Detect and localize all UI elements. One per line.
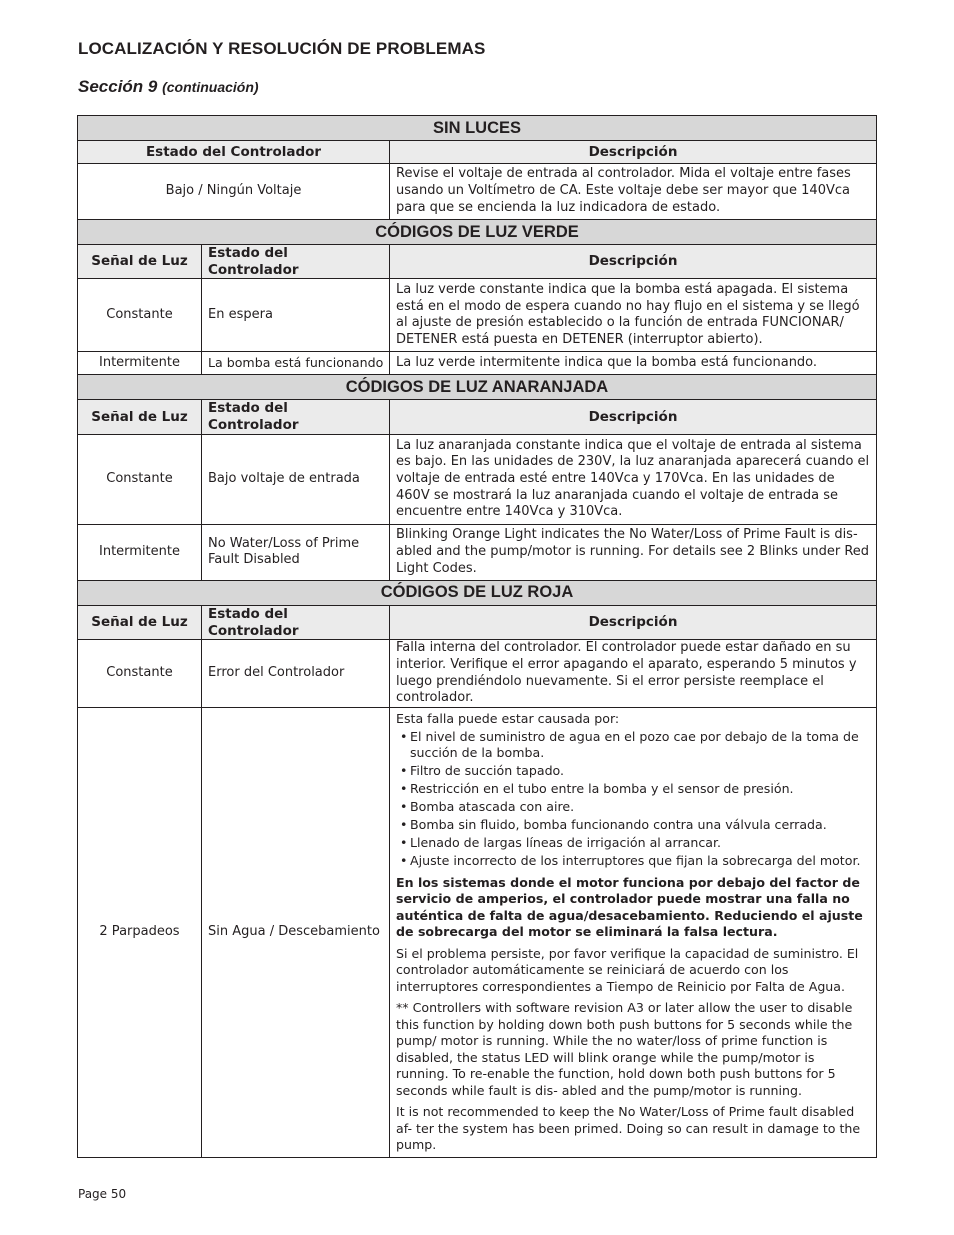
cell-estado: Sin Agua / Descebamiento	[202, 708, 390, 1158]
paragraph: It is not recommended to keep the No Water/Loss of Prime fault disabled af- ter the system has been primed. Doing so can result in damage to the pump.	[396, 1104, 861, 1153]
cell-estado: La bomba está funcionando	[202, 352, 390, 375]
cell-estado: Bajo / Ningún Voltaje	[78, 164, 390, 220]
column-header-estado: Estado del Controlador	[202, 245, 390, 279]
column-header-row	[78, 605, 877, 639]
cell-estado: En espera	[202, 279, 390, 352]
section-note: (continuación)	[162, 79, 259, 95]
page-number: Page 50	[78, 1187, 127, 1201]
column-header-estado: Estado del Controlador	[78, 141, 390, 164]
cell-descripcion: Blinking Orange Light indicates the No Water/Loss of Prime Fault is dis- abled and the pump/motor is running. For details see 2 Blinks under Red Light Codes.	[390, 524, 877, 580]
section-label: Sección 9	[78, 77, 158, 96]
column-header-senal: Señal de Luz	[78, 400, 202, 434]
fault-intro: Esta falla puede estar causada por:	[396, 711, 620, 727]
cell-descripcion	[390, 708, 877, 1158]
banner-title: CÓDIGOS DE LUZ ROJA	[78, 580, 877, 605]
banner-anaranjada	[78, 375, 877, 400]
banner-title: CÓDIGOS DE LUZ VERDE	[78, 220, 877, 245]
list-item: • Bomba atascada con aire.	[410, 799, 870, 816]
list-item: • Bomba sin fluido, bomba funcionando contra una válvula cerrada.	[410, 817, 870, 834]
column-header-estado: Estado del Controlador	[202, 605, 390, 639]
cell-senal: Constante	[78, 279, 202, 352]
cell-descripcion: Revise el voltaje de entrada al controlador. Mida el voltaje entre fases usando un Voltímetro de CA. Este voltaje debe ser mayor que 140Vca para que se encienda la luz indicadora de estado.	[390, 164, 877, 220]
paragraph: ** Controllers with software revision A3 or later allow the user to disable this function by holding down both push buttons for 5 seconds while the pump/ motor is running. While the no water/loss of prime function is disabled, the status LED will blink orange while the pump/motor is running. To re-enable the function, hold down both push buttons for 5 seconds while fault is dis- abled and the pump/motor is running.	[396, 1000, 853, 1098]
cell-descripcion: Falla interna del controlador. El controlador puede estar dañado en su interior. Verifique el error apagando el aparato, esperando 5 minutos y luego prendiéndolo nuevamente. Si el error persiste reemplace el controlador.	[390, 640, 877, 708]
paragraph: Si el problema persiste, por favor verifique la capacidad de suministro. El controlador automáticamente se reiniciará de acuerdo con los interruptores correspondientes a Tiempo de Reinicio por Falta de Agua.	[396, 945, 859, 994]
banner-title: CÓDIGOS DE LUZ ANARANJADA	[78, 375, 877, 400]
cell-estado: Error del Controlador	[202, 640, 390, 708]
list-item: • Filtro de succión tapado.	[410, 763, 870, 780]
cell-descripcion: La luz anaranjada constante indica que el voltaje de entrada al sistema es bajo. En las unidades de 230V, la luz anaranjada aparecerá cuando el voltaje de entrada esté entre 140Vca y 170Vca. En las unidades de 460V se mostrará la luz anaranjada cuando el voltaje de entrada se encuentre entre 140Vca y 310Vca.	[390, 434, 877, 524]
column-header-descripcion: Descripción	[390, 245, 877, 279]
column-header-descripcion: Descripción	[390, 141, 877, 164]
banner-verde	[78, 220, 877, 245]
column-header-descripcion: Descripción	[390, 605, 877, 639]
column-header-senal: Señal de Luz	[78, 245, 202, 279]
cell-senal: Constante	[78, 434, 202, 524]
cell-senal: Intermitente	[78, 352, 202, 375]
table-row	[78, 708, 877, 1158]
page-title: LOCALIZACIÓN Y RESOLUCIÓN DE PROBLEMAS	[78, 39, 486, 58]
table-row	[78, 434, 877, 524]
troubleshooting-table	[77, 115, 877, 1158]
list-item: • El nivel de suministro de agua en el pozo cae por debajo de la toma de succión de la bomba.	[410, 729, 870, 762]
table-row	[78, 279, 877, 352]
column-header-descripcion: Descripción	[390, 400, 877, 434]
list-item: • Ajuste incorrecto de los interruptores que fijan la sobrecarga del motor.	[410, 853, 870, 870]
cell-descripcion: La luz verde constante indica que la bomba está apagada. El sistema está en el modo de espera cuando no hay flujo en el sistema y se llegó al ajuste de presión establecido o la función de entrada FUNCIONAR/ DETENER está puesta en DETENER (interruptor abierto).	[390, 279, 877, 352]
cell-descripcion: La luz verde intermitente indica que la bomba está funcionando.	[390, 352, 877, 375]
list-item: • Llenado de largas líneas de irrigación al arrancar.	[410, 835, 870, 852]
banner-sin-luces	[78, 116, 877, 141]
table-row	[78, 524, 877, 580]
cell-estado: No Water/Loss of Prime Fault Disabled	[202, 524, 390, 580]
cell-senal: 2 Parpadeos	[78, 708, 202, 1158]
cause-list	[396, 729, 870, 870]
column-header-row	[78, 400, 877, 434]
table-row	[78, 352, 877, 375]
column-header-row	[78, 141, 877, 164]
column-header-estado: Estado del Controlador	[202, 400, 390, 434]
bold-note: En los sistemas donde el motor funciona por debajo del factor de servicio de amperios, el controlador puede mostrar una falla no auténtica de falta de agua/desacebamiento. Reduciendo el ajuste de sobrecarga del motor se eliminará la falsa lectura.	[396, 874, 863, 940]
cell-senal: Intermitente	[78, 524, 202, 580]
column-header-senal: Señal de Luz	[78, 605, 202, 639]
table-row	[78, 164, 877, 220]
cell-estado: Bajo voltaje de entrada	[202, 434, 390, 524]
section-heading	[78, 77, 259, 97]
column-header-row	[78, 245, 877, 279]
banner-roja	[78, 580, 877, 605]
cell-senal: Constante	[78, 640, 202, 708]
list-item: • Restricción en el tubo entre la bomba y el sensor de presión.	[410, 781, 870, 798]
table-row	[78, 640, 877, 708]
banner-title: SIN LUCES	[78, 116, 877, 141]
